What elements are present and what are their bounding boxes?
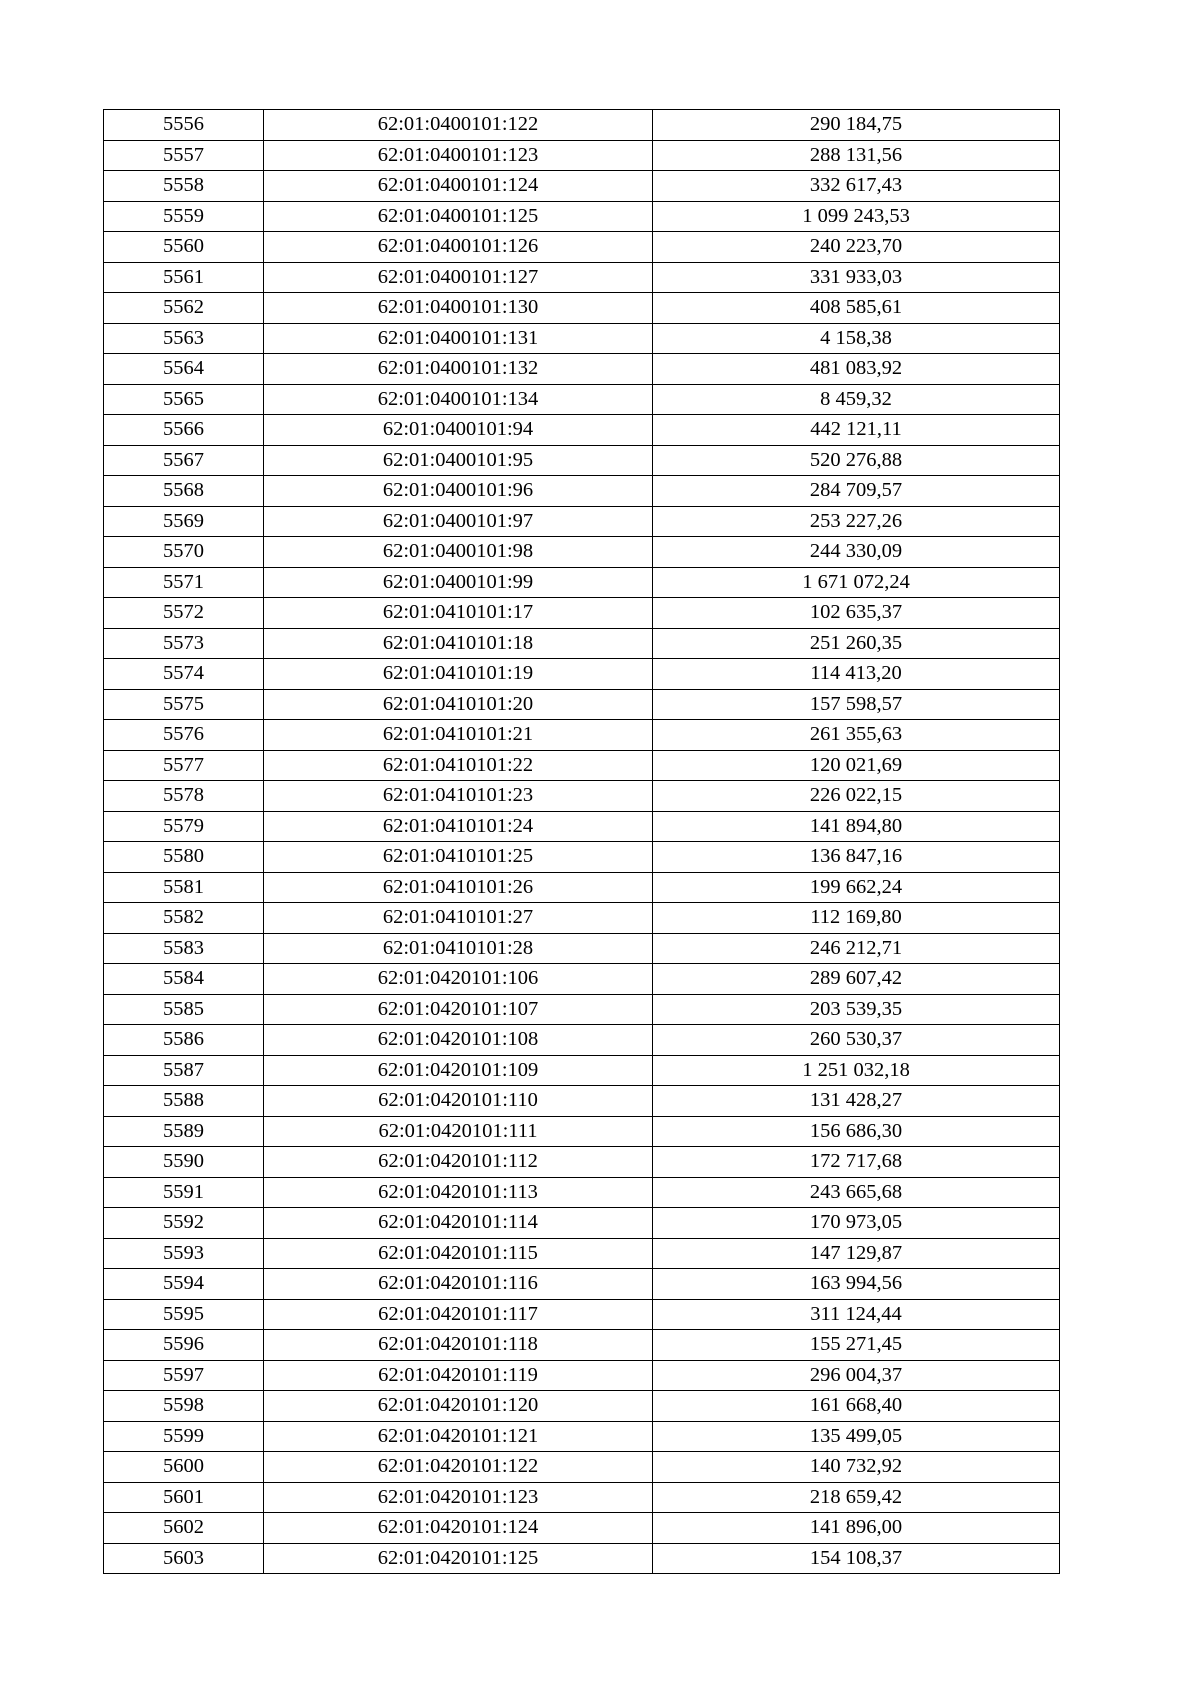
cadastral-number-cell: 62:01:0410101:22: [264, 750, 653, 781]
cadastral-number-cell: 62:01:0410101:24: [264, 811, 653, 842]
cadastral-number-cell: 62:01:0410101:18: [264, 628, 653, 659]
cadastral-number-cell: 62:01:0420101:125: [264, 1543, 653, 1574]
row-number-cell: 5565: [104, 384, 264, 415]
value-cell: 296 004,37: [653, 1360, 1060, 1391]
cadastral-number-cell: 62:01:0420101:111: [264, 1116, 653, 1147]
row-number-cell: 5572: [104, 598, 264, 629]
table-row: [104, 262, 1060, 293]
row-number-cell: 5563: [104, 323, 264, 354]
row-number-cell: 5603: [104, 1543, 264, 1574]
value-cell: 141 896,00: [653, 1513, 1060, 1544]
cadastral-number-cell: 62:01:0420101:107: [264, 994, 653, 1025]
cadastral-number-cell: 62:01:0400101:126: [264, 232, 653, 263]
table-row: [104, 720, 1060, 751]
value-cell: 114 413,20: [653, 659, 1060, 690]
cadastral-number-cell: 62:01:0400101:123: [264, 140, 653, 171]
cadastral-number-cell: 62:01:0400101:97: [264, 506, 653, 537]
row-number-cell: 5598: [104, 1391, 264, 1422]
value-cell: 260 530,37: [653, 1025, 1060, 1056]
row-number-cell: 5587: [104, 1055, 264, 1086]
table-row: [104, 1238, 1060, 1269]
value-cell: 140 732,92: [653, 1452, 1060, 1483]
row-number-cell: 5573: [104, 628, 264, 659]
value-cell: 147 129,87: [653, 1238, 1060, 1269]
table-row: [104, 1177, 1060, 1208]
cadastral-number-cell: 62:01:0420101:106: [264, 964, 653, 995]
row-number-cell: 5601: [104, 1482, 264, 1513]
cadastral-number-cell: 62:01:0410101:17: [264, 598, 653, 629]
row-number-cell: 5568: [104, 476, 264, 507]
cadastral-number-cell: 62:01:0400101:127: [264, 262, 653, 293]
row-number-cell: 5593: [104, 1238, 264, 1269]
cadastral-number-cell: 62:01:0400101:125: [264, 201, 653, 232]
cadastral-number-cell: 62:01:0400101:132: [264, 354, 653, 385]
table-row: [104, 1299, 1060, 1330]
cadastral-value-table: [103, 109, 1060, 1574]
row-number-cell: 5583: [104, 933, 264, 964]
row-number-cell: 5575: [104, 689, 264, 720]
value-cell: 253 227,26: [653, 506, 1060, 537]
cadastral-number-cell: 62:01:0410101:27: [264, 903, 653, 934]
cadastral-number-cell: 62:01:0420101:117: [264, 1299, 653, 1330]
row-number-cell: 5560: [104, 232, 264, 263]
cadastral-number-cell: 62:01:0400101:95: [264, 445, 653, 476]
cadastral-number-cell: 62:01:0400101:130: [264, 293, 653, 324]
row-number-cell: 5567: [104, 445, 264, 476]
table-row: [104, 903, 1060, 934]
cadastral-number-cell: 62:01:0420101:116: [264, 1269, 653, 1300]
table-row: [104, 537, 1060, 568]
table-row: [104, 567, 1060, 598]
row-number-cell: 5594: [104, 1269, 264, 1300]
value-cell: 261 355,63: [653, 720, 1060, 751]
value-cell: 172 717,68: [653, 1147, 1060, 1178]
value-cell: 1 099 243,53: [653, 201, 1060, 232]
cadastral-number-cell: 62:01:0410101:20: [264, 689, 653, 720]
cadastral-number-cell: 62:01:0400101:99: [264, 567, 653, 598]
row-number-cell: 5589: [104, 1116, 264, 1147]
row-number-cell: 5584: [104, 964, 264, 995]
row-number-cell: 5592: [104, 1208, 264, 1239]
value-cell: 203 539,35: [653, 994, 1060, 1025]
value-cell: 331 933,03: [653, 262, 1060, 293]
value-cell: 157 598,57: [653, 689, 1060, 720]
value-cell: 131 428,27: [653, 1086, 1060, 1117]
cadastral-number-cell: 62:01:0420101:124: [264, 1513, 653, 1544]
row-number-cell: 5559: [104, 201, 264, 232]
table-row: [104, 1513, 1060, 1544]
value-cell: 481 083,92: [653, 354, 1060, 385]
value-cell: 218 659,42: [653, 1482, 1060, 1513]
row-number-cell: 5577: [104, 750, 264, 781]
row-number-cell: 5576: [104, 720, 264, 751]
row-number-cell: 5558: [104, 171, 264, 202]
value-cell: 311 124,44: [653, 1299, 1060, 1330]
row-number-cell: 5599: [104, 1421, 264, 1452]
table-row: [104, 1116, 1060, 1147]
row-number-cell: 5595: [104, 1299, 264, 1330]
row-number-cell: 5581: [104, 872, 264, 903]
cadastral-number-cell: 62:01:0420101:108: [264, 1025, 653, 1056]
table-row: [104, 323, 1060, 354]
row-number-cell: 5585: [104, 994, 264, 1025]
value-cell: 226 022,15: [653, 781, 1060, 812]
value-cell: 332 617,43: [653, 171, 1060, 202]
table-row: [104, 140, 1060, 171]
value-cell: 284 709,57: [653, 476, 1060, 507]
table-row: [104, 1055, 1060, 1086]
row-number-cell: 5556: [104, 110, 264, 141]
value-cell: 156 686,30: [653, 1116, 1060, 1147]
value-cell: 170 973,05: [653, 1208, 1060, 1239]
row-number-cell: 5569: [104, 506, 264, 537]
table-row: [104, 1330, 1060, 1361]
row-number-cell: 5586: [104, 1025, 264, 1056]
table-row: [104, 1543, 1060, 1574]
value-cell: 251 260,35: [653, 628, 1060, 659]
row-number-cell: 5571: [104, 567, 264, 598]
cadastral-number-cell: 62:01:0420101:114: [264, 1208, 653, 1239]
cadastral-number-cell: 62:01:0410101:19: [264, 659, 653, 690]
value-cell: 246 212,71: [653, 933, 1060, 964]
value-cell: 136 847,16: [653, 842, 1060, 873]
value-cell: 135 499,05: [653, 1421, 1060, 1452]
cadastral-number-cell: 62:01:0410101:21: [264, 720, 653, 751]
row-number-cell: 5597: [104, 1360, 264, 1391]
cadastral-number-cell: 62:01:0420101:110: [264, 1086, 653, 1117]
cadastral-number-cell: 62:01:0410101:25: [264, 842, 653, 873]
table-row: [104, 964, 1060, 995]
table-row: [104, 781, 1060, 812]
row-number-cell: 5596: [104, 1330, 264, 1361]
table-row: [104, 1421, 1060, 1452]
table-body: [104, 110, 1060, 1574]
row-number-cell: 5600: [104, 1452, 264, 1483]
row-number-cell: 5590: [104, 1147, 264, 1178]
table-row: [104, 994, 1060, 1025]
cadastral-number-cell: 62:01:0400101:94: [264, 415, 653, 446]
value-cell: 120 021,69: [653, 750, 1060, 781]
cadastral-number-cell: 62:01:0400101:96: [264, 476, 653, 507]
cadastral-number-cell: 62:01:0410101:28: [264, 933, 653, 964]
table-row: [104, 1025, 1060, 1056]
value-cell: 112 169,80: [653, 903, 1060, 934]
row-number-cell: 5570: [104, 537, 264, 568]
table-row: [104, 476, 1060, 507]
table-row: [104, 1208, 1060, 1239]
row-number-cell: 5561: [104, 262, 264, 293]
value-cell: 442 121,11: [653, 415, 1060, 446]
row-number-cell: 5582: [104, 903, 264, 934]
row-number-cell: 5580: [104, 842, 264, 873]
table-row: [104, 354, 1060, 385]
table-row: [104, 598, 1060, 629]
cadastral-number-cell: 62:01:0420101:123: [264, 1482, 653, 1513]
table-row: [104, 110, 1060, 141]
cadastral-number-cell: 62:01:0420101:122: [264, 1452, 653, 1483]
value-cell: 141 894,80: [653, 811, 1060, 842]
table-row: [104, 872, 1060, 903]
value-cell: 154 108,37: [653, 1543, 1060, 1574]
value-cell: 290 184,75: [653, 110, 1060, 141]
table-row: [104, 842, 1060, 873]
cadastral-number-cell: 62:01:0420101:119: [264, 1360, 653, 1391]
row-number-cell: 5557: [104, 140, 264, 171]
table-row: [104, 1086, 1060, 1117]
table-row: [104, 171, 1060, 202]
table-row: [104, 201, 1060, 232]
cadastral-number-cell: 62:01:0420101:109: [264, 1055, 653, 1086]
cadastral-number-cell: 62:01:0420101:121: [264, 1421, 653, 1452]
value-cell: 1 251 032,18: [653, 1055, 1060, 1086]
value-cell: 8 459,32: [653, 384, 1060, 415]
cadastral-number-cell: 62:01:0410101:23: [264, 781, 653, 812]
table-row: [104, 1482, 1060, 1513]
table-row: [104, 1269, 1060, 1300]
cadastral-number-cell: 62:01:0420101:118: [264, 1330, 653, 1361]
value-cell: 4 158,38: [653, 323, 1060, 354]
table-row: [104, 659, 1060, 690]
cadastral-number-cell: 62:01:0400101:122: [264, 110, 653, 141]
row-number-cell: 5578: [104, 781, 264, 812]
row-number-cell: 5579: [104, 811, 264, 842]
row-number-cell: 5588: [104, 1086, 264, 1117]
value-cell: 155 271,45: [653, 1330, 1060, 1361]
value-cell: 289 607,42: [653, 964, 1060, 995]
row-number-cell: 5562: [104, 293, 264, 324]
value-cell: 288 131,56: [653, 140, 1060, 171]
row-number-cell: 5574: [104, 659, 264, 690]
value-cell: 243 665,68: [653, 1177, 1060, 1208]
cadastral-number-cell: 62:01:0400101:131: [264, 323, 653, 354]
value-cell: 199 662,24: [653, 872, 1060, 903]
value-cell: 102 635,37: [653, 598, 1060, 629]
table-row: [104, 628, 1060, 659]
value-cell: 240 223,70: [653, 232, 1060, 263]
value-cell: 244 330,09: [653, 537, 1060, 568]
table-row: [104, 1452, 1060, 1483]
value-cell: 163 994,56: [653, 1269, 1060, 1300]
cadastral-number-cell: 62:01:0420101:115: [264, 1238, 653, 1269]
table-row: [104, 415, 1060, 446]
row-number-cell: 5566: [104, 415, 264, 446]
row-number-cell: 5564: [104, 354, 264, 385]
table-row: [104, 750, 1060, 781]
table-row: [104, 232, 1060, 263]
table-row: [104, 506, 1060, 537]
table-row: [104, 811, 1060, 842]
row-number-cell: 5591: [104, 1177, 264, 1208]
table-row: [104, 293, 1060, 324]
cadastral-number-cell: 62:01:0420101:113: [264, 1177, 653, 1208]
cadastral-number-cell: 62:01:0400101:134: [264, 384, 653, 415]
row-number-cell: 5602: [104, 1513, 264, 1544]
table-row: [104, 445, 1060, 476]
cadastral-number-cell: 62:01:0400101:124: [264, 171, 653, 202]
value-cell: 520 276,88: [653, 445, 1060, 476]
cadastral-number-cell: 62:01:0420101:112: [264, 1147, 653, 1178]
table-row: [104, 1147, 1060, 1178]
table-row: [104, 384, 1060, 415]
table-row: [104, 689, 1060, 720]
cadastral-number-cell: 62:01:0420101:120: [264, 1391, 653, 1422]
table-row: [104, 1360, 1060, 1391]
value-cell: 161 668,40: [653, 1391, 1060, 1422]
cadastral-number-cell: 62:01:0400101:98: [264, 537, 653, 568]
value-cell: 1 671 072,24: [653, 567, 1060, 598]
table-row: [104, 1391, 1060, 1422]
cadastral-number-cell: 62:01:0410101:26: [264, 872, 653, 903]
value-cell: 408 585,61: [653, 293, 1060, 324]
table-row: [104, 933, 1060, 964]
